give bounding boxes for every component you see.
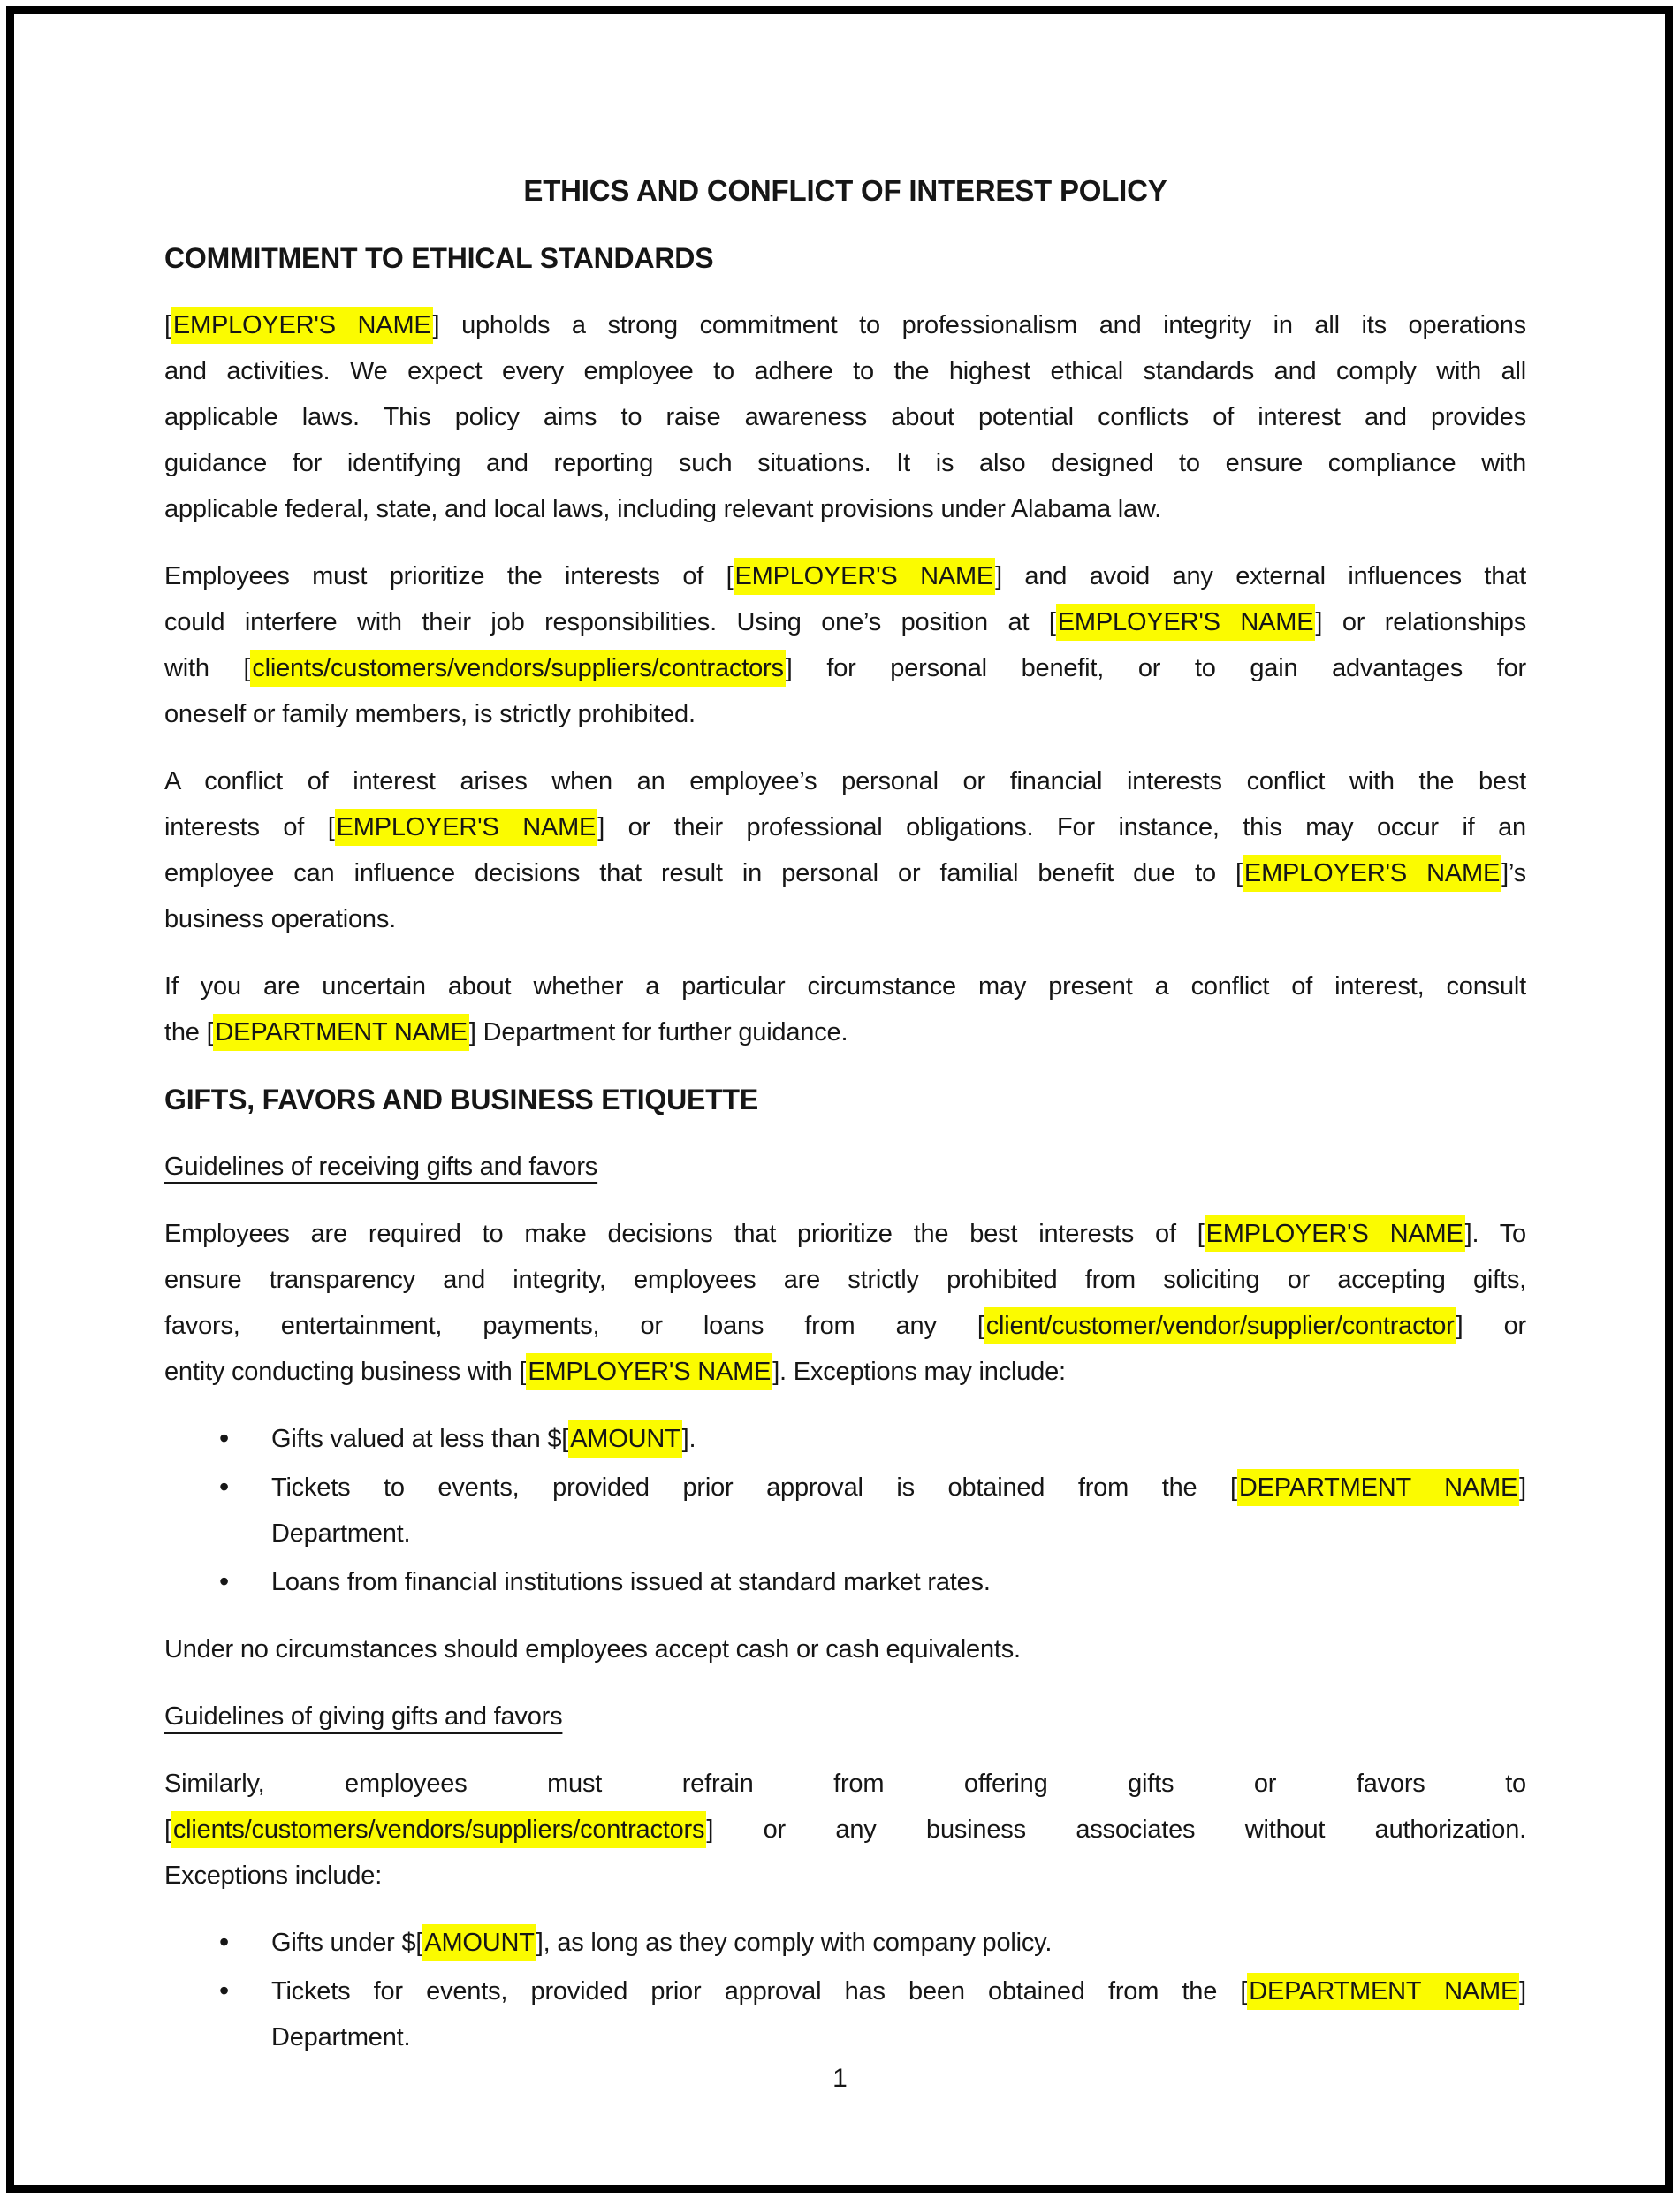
text-segment: the [ — [164, 1018, 214, 1047]
text-segment: Department. — [271, 1519, 411, 1548]
placeholder-highlight: EMPLOYER'S NAME — [335, 809, 598, 846]
paragraph — [164, 302, 1526, 532]
list-item-text — [271, 1559, 1526, 1605]
text-line — [164, 896, 1526, 942]
text-segment: ]. Exceptions may include: — [772, 1358, 1066, 1386]
text-segment: ], as long as they comply with company policy. — [536, 1929, 1053, 1957]
text-line — [164, 1009, 1526, 1055]
list-item — [164, 1416, 1526, 1462]
text-line — [271, 1920, 1526, 1966]
text-line — [164, 645, 1526, 691]
text-segment: ]. — [681, 1425, 696, 1453]
section-heading: COMMITMENT TO ETHICAL STANDARDS — [164, 242, 714, 274]
text-segment: [ — [164, 1816, 171, 1844]
paragraph — [164, 1626, 1526, 1672]
text-segment: oneself or family members, is strictly prohibited. — [164, 700, 696, 728]
text-segment: ] — [1519, 1473, 1526, 1502]
text-segment: employee can influence decisions that result in personal or familial benefit due to [ — [164, 859, 1243, 887]
text-line — [164, 1807, 1526, 1853]
text-segment: ] or their professional obligations. For instance, this may occur if an — [597, 813, 1526, 841]
list-item — [164, 1920, 1526, 1966]
subsection-heading: Guidelines of receiving gifts and favors — [164, 1153, 598, 1181]
text-segment: interests of [ — [164, 813, 335, 841]
text-line — [164, 1257, 1526, 1303]
text-line — [164, 1853, 1526, 1899]
page-number: 1 — [832, 2064, 848, 2093]
text-segment: ] Department for further guidance. — [468, 1018, 848, 1047]
bullet-icon: • — [219, 1926, 230, 1958]
text-line — [271, 1465, 1526, 1511]
text-segment: ] or — [1456, 1312, 1526, 1340]
text-line — [271, 1559, 1526, 1605]
text-segment: applicable laws. This policy aims to raise awareness about potential conflicts of interest and provides — [164, 403, 1526, 431]
text-segment: Tickets to events, provided prior approval is obtained from the [ — [271, 1473, 1237, 1502]
bullet-list — [164, 1416, 1526, 1605]
placeholder-highlight: clients/customers/vendors/suppliers/contractors — [250, 650, 785, 687]
text-segment: favors, entertainment, payments, or loans from any [ — [164, 1312, 984, 1340]
bullet-icon: • — [219, 1975, 230, 2006]
placeholder-highlight: client/customer/vendor/supplier/contractor — [984, 1307, 1456, 1344]
text-segment: Similarly, employees must refrain from offering gifts or favors to — [164, 1770, 1526, 1798]
list-item — [164, 1465, 1526, 1557]
text-segment: business operations. — [164, 905, 396, 933]
list-item-text — [271, 1416, 1526, 1462]
paragraph — [164, 758, 1526, 942]
text-line — [164, 1626, 1526, 1672]
list-item-text — [271, 1465, 1526, 1557]
section-heading: GIFTS, FAVORS AND BUSINESS ETIQUETTE — [164, 1084, 758, 1115]
text-line — [164, 599, 1526, 645]
text-segment: Department. — [271, 2023, 411, 2052]
document-title: ETHICS AND CONFLICT OF INTEREST POLICY — [523, 174, 1167, 207]
text-segment: Employees are required to make decisions that prioritize the best interests of [ — [164, 1220, 1205, 1248]
placeholder-highlight: EMPLOYER'S NAME — [1243, 855, 1501, 892]
text-segment: guidance for identifying and reporting such situations. It is also designed to ensure compliance with — [164, 449, 1526, 477]
text-segment: ] upholds a strong commitment to professionalism and integrity in all its operations — [432, 311, 1526, 339]
text-segment: [ — [164, 311, 171, 339]
text-line — [164, 1211, 1526, 1257]
text-segment: Employees must prioritize the interests of [ — [164, 562, 734, 590]
list-item — [164, 1559, 1526, 1605]
text-line — [271, 1968, 1526, 2014]
text-line — [164, 553, 1526, 599]
placeholder-highlight: DEPARTMENT NAME — [213, 1014, 468, 1051]
placeholder-highlight: AMOUNT — [422, 1924, 536, 1961]
text-segment: could interfere with their job responsibilities. Using one’s position at [ — [164, 608, 1056, 636]
text-segment: Tickets for events, provided prior approval has been obtained from the [ — [271, 1977, 1248, 2006]
text-segment: ] and avoid any external influences that — [995, 562, 1526, 590]
paragraph — [164, 1761, 1526, 1899]
placeholder-highlight: EMPLOYER'S NAME — [171, 307, 433, 344]
text-line — [164, 691, 1526, 737]
text-line — [164, 1761, 1526, 1807]
text-segment: ] or relationships — [1315, 608, 1527, 636]
text-line — [164, 348, 1526, 394]
paragraph — [164, 1211, 1526, 1395]
text-segment: ] for personal benefit, or to gain advantages for — [785, 654, 1526, 682]
list-item — [164, 1968, 1526, 2060]
placeholder-highlight: EMPLOYER'S NAME — [526, 1353, 772, 1390]
text-line — [164, 804, 1526, 850]
text-line — [164, 394, 1526, 440]
text-segment: Gifts under $[ — [271, 1929, 423, 1957]
paragraph — [164, 963, 1526, 1055]
text-line — [164, 302, 1526, 348]
text-segment: ]’s — [1501, 859, 1526, 887]
text-segment: and activities. We expect every employee to adhere to the highest ethical standards and comply with all — [164, 357, 1526, 385]
text-segment: If you are uncertain about whether a particular circumstance may present a conflict of interest, consult — [164, 972, 1526, 1001]
subsection-heading: Guidelines of giving gifts and favors — [164, 1702, 563, 1731]
paragraph — [164, 553, 1526, 737]
list-item-text — [271, 1920, 1526, 1966]
text-segment: ] or any business associates without authorization. — [706, 1816, 1526, 1844]
text-line — [164, 850, 1526, 896]
placeholder-highlight: clients/customers/vendors/suppliers/contractors — [171, 1811, 706, 1848]
text-line — [164, 963, 1526, 1009]
bullet-list — [164, 1920, 1526, 2060]
bullet-icon: • — [219, 1565, 230, 1597]
bullet-icon: • — [219, 1471, 230, 1503]
text-line — [164, 758, 1526, 804]
text-segment: Loans from financial institutions issued at standard market rates. — [271, 1568, 991, 1596]
text-segment: entity conducting business with [ — [164, 1358, 527, 1386]
placeholder-highlight: AMOUNT — [568, 1420, 681, 1458]
text-line — [271, 1416, 1526, 1462]
text-line — [164, 1349, 1526, 1395]
text-line — [271, 1511, 1526, 1557]
placeholder-highlight: DEPARTMENT NAME — [1237, 1469, 1519, 1506]
bullet-icon: • — [219, 1422, 230, 1454]
text-segment: Under no circumstances should employees accept cash or cash equivalents. — [164, 1635, 1021, 1663]
text-segment: ensure transparency and integrity, employees are strictly prohibited from soliciting or accepting gifts, — [164, 1266, 1526, 1294]
text-segment: ]. To — [1464, 1220, 1526, 1248]
text-segment: Exceptions include: — [164, 1861, 383, 1890]
text-segment: Gifts valued at less than $[ — [271, 1425, 569, 1453]
text-line — [271, 2014, 1526, 2060]
placeholder-highlight: EMPLOYER'S NAME — [1056, 604, 1316, 641]
text-segment: with [ — [164, 654, 251, 682]
text-line — [164, 486, 1526, 532]
text-segment: A conflict of interest arises when an employee’s personal or financial interests conflict with the best — [164, 767, 1526, 796]
placeholder-highlight: DEPARTMENT NAME — [1247, 1973, 1519, 2010]
placeholder-highlight: EMPLOYER'S NAME — [734, 558, 996, 595]
text-line — [164, 1303, 1526, 1349]
text-segment: ] — [1519, 1977, 1526, 2006]
document-content — [164, 168, 1526, 2082]
text-line — [164, 440, 1526, 486]
text-segment: applicable federal, state, and local laws, including relevant provisions under Alabama law. — [164, 495, 1161, 523]
list-item-text — [271, 1968, 1526, 2060]
placeholder-highlight: EMPLOYER'S NAME — [1205, 1215, 1465, 1252]
